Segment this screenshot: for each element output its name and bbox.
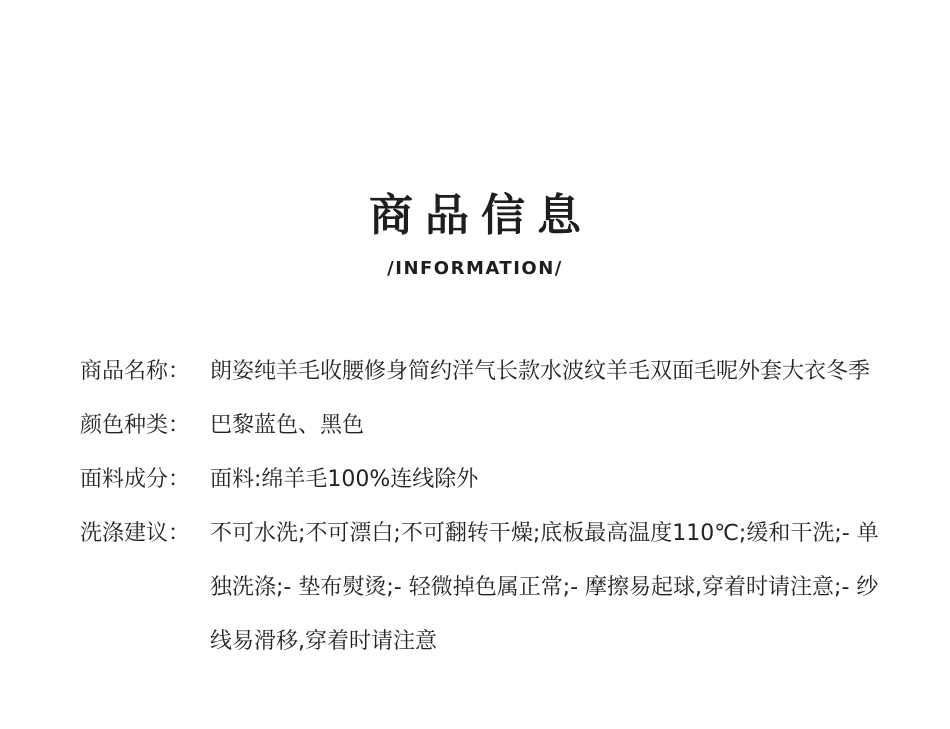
info-label: 面料成分： bbox=[80, 467, 191, 492]
info-label: 颜色种类： bbox=[80, 413, 191, 438]
info-row-material bbox=[80, 453, 880, 507]
info-row-product-name bbox=[80, 345, 880, 399]
info-value: 巴黎蓝色、黑色 bbox=[210, 413, 365, 438]
info-value: 朗姿纯羊毛收腰修身简约洋气长款水波纹羊毛双面毛呢外套大衣冬季 bbox=[210, 359, 871, 384]
section-title: 商品信息 bbox=[369, 190, 593, 241]
info-label: 洗涤建议： bbox=[80, 521, 191, 546]
info-label: 商品名称： bbox=[80, 359, 191, 384]
product-info-list bbox=[80, 345, 880, 669]
info-row-care bbox=[80, 507, 880, 669]
section-subtitle: /INFORMATION/ bbox=[387, 258, 563, 279]
info-row-colors bbox=[80, 399, 880, 453]
section-header bbox=[0, 186, 950, 282]
info-value: 不可水洗;不可漂白;不可翻转干燥;底板最高温度110℃;缓和干洗;- 单独洗涤;- 垫布熨烫;- 轻微掉色属正常;- 摩擦易起球,穿着时请注意;- 纱线易滑移,穿着时请注意 bbox=[210, 521, 879, 654]
info-value: 面料:绵羊毛100%连线除外 bbox=[210, 467, 479, 492]
